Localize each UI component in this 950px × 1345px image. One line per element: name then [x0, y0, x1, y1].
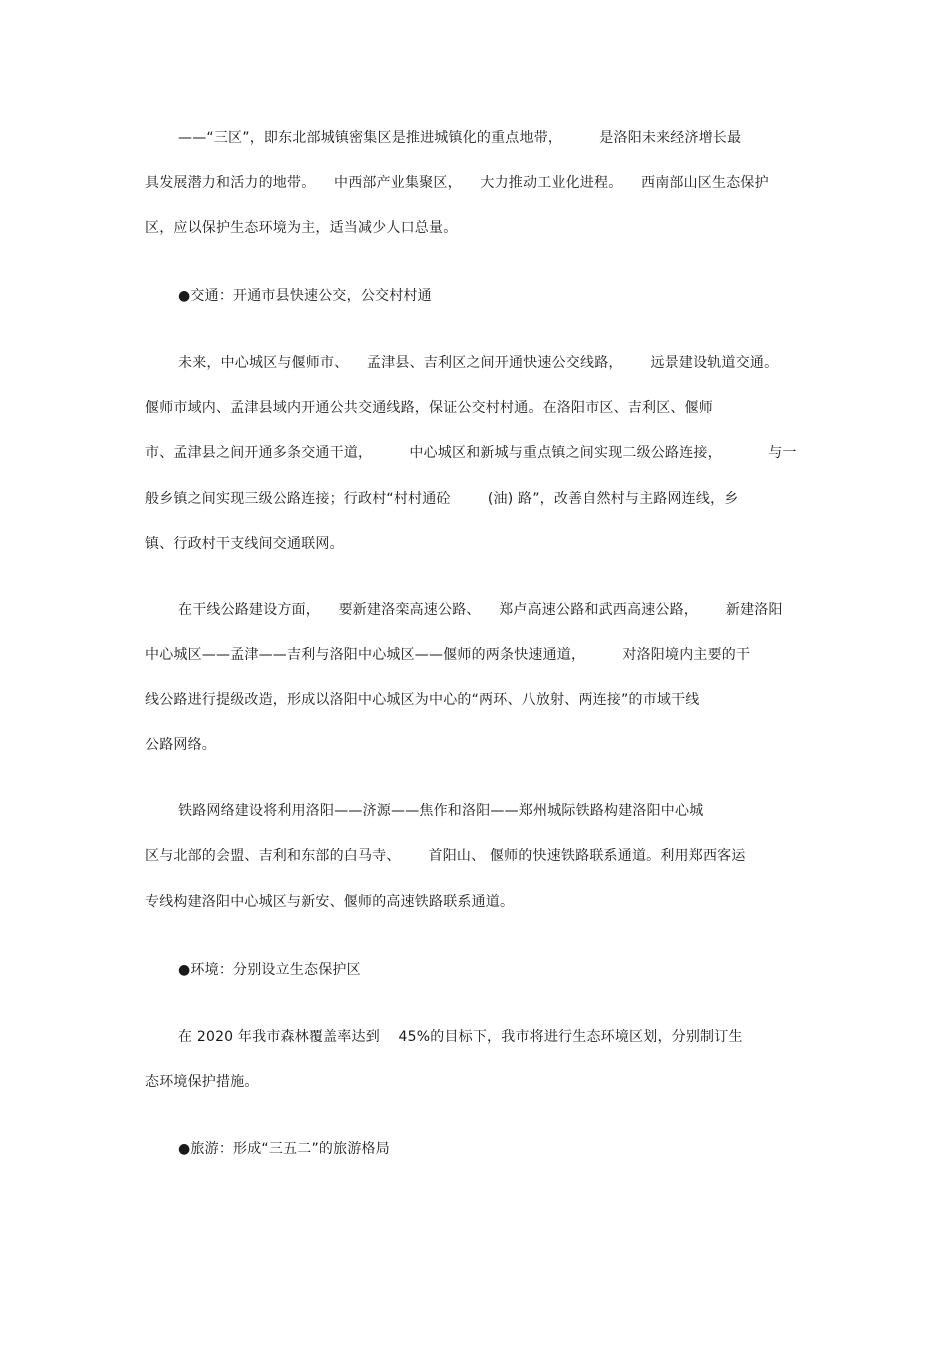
text-line-8: 般乡镇之间实现三级公路连接；行政村“村村通砼 (油) 路”，改善自然村与主路网连线，乡 — [145, 491, 739, 507]
section-heading-tourism: ●旅游：形成“三五二”的旅游格局 — [178, 1141, 390, 1157]
text-line-3: 区，应以保护生态环境为主，适当减少人口总量。 — [145, 220, 458, 236]
text-line-10: 在干线公路建设方面， 要新建洛栾高速公路、 郑卢高速公路和武西高速公路， 新建洛阳 — [178, 602, 783, 618]
text-line-14: 铁路网络建设将利用洛阳——济源——焦作和洛阳——郑州城际铁路构建洛阳中心城 — [178, 803, 704, 819]
text-line-5: 未来，中心城区与偃师市、 孟津县、吉利区之间开通快速公交线路， 远景建设轨道交通。 — [178, 355, 779, 371]
text-line-16: 专线构建洛阳中心城区与新安、偃师的高速铁路联系通道。 — [145, 894, 515, 910]
text-line-15: 区与北部的会盟、吉利和东部的白马寺、 首阳山、 偃师的快速铁路联系通道。利用郑西客运 — [145, 848, 746, 864]
section-heading-environment: ●环境：分别设立生态保护区 — [178, 962, 361, 978]
text-line-13: 公路网络。 — [145, 737, 216, 753]
text-line-6: 偃师市域内、孟津县域内开通公共交通线路，保证公交村村通。在洛阳市区、吉利区、偃师 — [145, 400, 713, 416]
text-line-7: 市、孟津县之间开通多条交通干道， 中心城区和新城与重点镇之间实现二级公路连接， 与一 — [145, 445, 797, 461]
text-line-1: ——“三区”，即东北部城镇密集区是推进城镇化的重点地带， 是洛阳未来经济增长最 — [178, 130, 742, 146]
text-line-11: 中心城区——孟津——吉利与洛阳中心城区——偃师的两条快速通道， 对洛阳境内主要的干 — [145, 647, 751, 663]
text-line-2: 具发展潜力和活力的地带。 中西部产业集聚区， 大力推动工业化进程。 西南部山区生态保护 — [145, 175, 769, 191]
text-line-12: 线公路进行提级改造，形成以洛阳中心城区为中心的“两环、八放射、两连接”的市域干线 — [145, 692, 700, 708]
text-line-19: 态环境保护措施。 — [145, 1074, 259, 1090]
text-line-9: 镇、行政村干支线间交通联网。 — [145, 536, 344, 552]
section-heading-transport: ●交通：开通市县快速公交，公交村村通 — [178, 288, 432, 304]
text-line-18: 在 2020 年我市森林覆盖率达到 45%的目标下，我市将进行生态环境区划，分别制订生 — [178, 1029, 743, 1045]
